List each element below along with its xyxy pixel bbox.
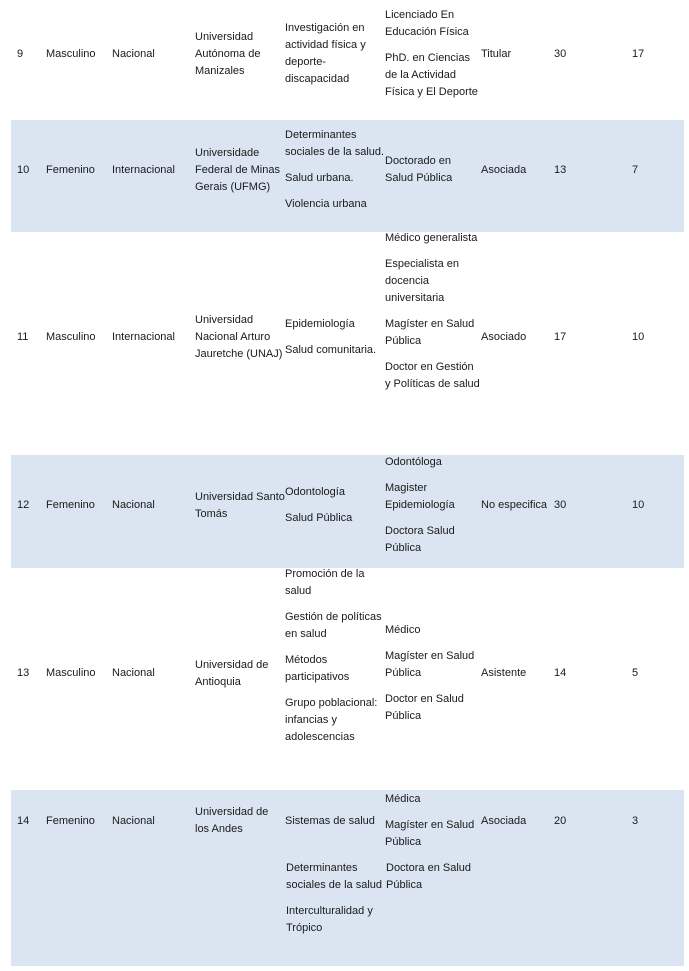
cell-years-2: 3 <box>632 814 639 827</box>
education-item: Médica <box>385 793 421 805</box>
cell-years-2: 17 <box>632 47 645 60</box>
cell-university: Universidad Autónoma de Manizales <box>195 30 261 77</box>
cell-years-1: 14 <box>554 667 567 679</box>
table-row <box>11 0 684 108</box>
education-item: Licenciado En Educación Física <box>385 9 469 38</box>
cell-years-2: 7 <box>632 163 639 176</box>
area-item: Determinantes sociales de la salud. <box>285 129 385 158</box>
cell-education <box>385 568 481 779</box>
cell-category: Titular <box>481 47 512 60</box>
area-item: Odontología <box>285 486 345 498</box>
area-item: Salud urbana. <box>285 172 354 184</box>
cell-areas <box>285 232 385 443</box>
cell-education-continued <box>386 860 482 920</box>
education-item: Doctora en Salud Pública <box>386 862 471 891</box>
cell-number: 13 <box>17 667 30 679</box>
cell-sex: Masculino <box>46 667 96 679</box>
education-item: Doctor en Gestión y Políticas de salud <box>385 361 480 390</box>
cell-type: Nacional <box>112 499 155 511</box>
cell-sex: Femenino <box>46 814 95 827</box>
cell-education <box>385 790 481 852</box>
cell-sex: Femenino <box>46 163 95 176</box>
cell-areas <box>285 0 385 108</box>
education-item: PhD. en Ciencias de la Actividad Física y El Deporte <box>385 52 478 98</box>
cell-education <box>385 230 481 453</box>
cell-type: Internacional <box>112 331 175 343</box>
cell-education <box>385 0 481 114</box>
area-item: Violencia urbana <box>285 198 367 210</box>
education-item: Magíster en Salud Pública <box>385 650 475 679</box>
cell-years-1: 13 <box>554 163 567 176</box>
cell-category: Asociado <box>481 331 527 343</box>
cell-areas <box>285 120 385 220</box>
cell-number: 10 <box>17 163 30 176</box>
cell-years-2: 10 <box>632 331 645 343</box>
cell-category: Asistente <box>481 667 527 679</box>
cell-areas <box>285 790 385 852</box>
cell-years-1: 30 <box>554 47 567 60</box>
table-row <box>11 455 684 568</box>
education-item: Odontóloga <box>385 456 442 468</box>
cell-education <box>385 120 481 220</box>
area-item: Métodos participativos <box>285 654 350 683</box>
cell-sex: Masculino <box>46 47 96 60</box>
cell-number: 14 <box>17 814 30 827</box>
cell-years-1: 17 <box>554 331 567 343</box>
education-item: Doctor en Salud Pública <box>385 693 464 722</box>
area-item: Sistemas de salud <box>285 814 375 827</box>
table-row <box>11 232 684 455</box>
education-item: Magíster en Salud Pública <box>385 819 475 848</box>
cell-number: 11 <box>17 331 29 343</box>
cell-areas-continued <box>286 860 386 960</box>
cell-areas <box>285 455 385 556</box>
cell-sex: Masculino <box>46 331 96 343</box>
cell-type: Internacional <box>112 163 175 176</box>
cell-years-1: 20 <box>554 814 567 827</box>
education-item: Magister Epidemiología <box>385 482 455 511</box>
cell-years-2: 10 <box>632 499 645 511</box>
area-item: Gestión de políticas en salud <box>285 611 382 640</box>
cell-university: Universidad de los Andes <box>195 806 269 835</box>
cell-years-2: 5 <box>632 667 639 679</box>
cell-years-1: 30 <box>554 499 567 511</box>
cell-university: Universidad de Antioquia <box>195 658 269 688</box>
area-item: Grupo poblacional: infancias y adolescencias <box>285 697 378 743</box>
cell-sex: Femenino <box>46 499 95 511</box>
education-item: Doctora Salud Pública <box>385 525 455 554</box>
cell-category: Asociada <box>481 163 527 176</box>
cell-areas <box>285 566 385 788</box>
cell-university: Universidad Santo Tomás <box>195 490 285 520</box>
cell-university: Universidad Nacional Arturo Jauretche (UNAJ) <box>195 314 283 360</box>
area-item: Salud Pública <box>285 512 353 524</box>
cell-category: No especifica <box>481 499 548 511</box>
education-item: Doctorado en Salud Pública <box>385 155 453 184</box>
table-row <box>11 120 684 232</box>
education-item: Especialista en docencia universitaria <box>385 258 459 304</box>
area-item: Promoción de la salud <box>285 568 365 597</box>
area-item: Investigación en actividad física y deporte-discapacidad <box>285 22 366 85</box>
education-item: Médico generalista <box>385 232 478 244</box>
education-item: Médico <box>385 624 421 636</box>
table-row <box>11 790 684 966</box>
cell-number: 9 <box>17 47 24 60</box>
area-item: Interculturalidad y Trópico <box>286 905 373 934</box>
cell-type: Nacional <box>112 814 155 827</box>
area-item: Epidemiología <box>285 318 355 330</box>
cell-type: Nacional <box>112 667 155 679</box>
area-item: Salud comunitaria. <box>285 344 377 356</box>
cell-number: 12 <box>17 499 30 511</box>
education-item: Magíster en Salud Pública <box>385 318 475 347</box>
cell-category: Asociada <box>481 814 527 827</box>
area-item: Determinantes sociales de la salud <box>286 862 383 891</box>
cell-university: Universidade Federal de Minas Gerais (UFMG) <box>195 146 280 193</box>
cell-type: Nacional <box>112 47 155 60</box>
table-row <box>11 568 684 790</box>
cell-education <box>385 455 481 556</box>
